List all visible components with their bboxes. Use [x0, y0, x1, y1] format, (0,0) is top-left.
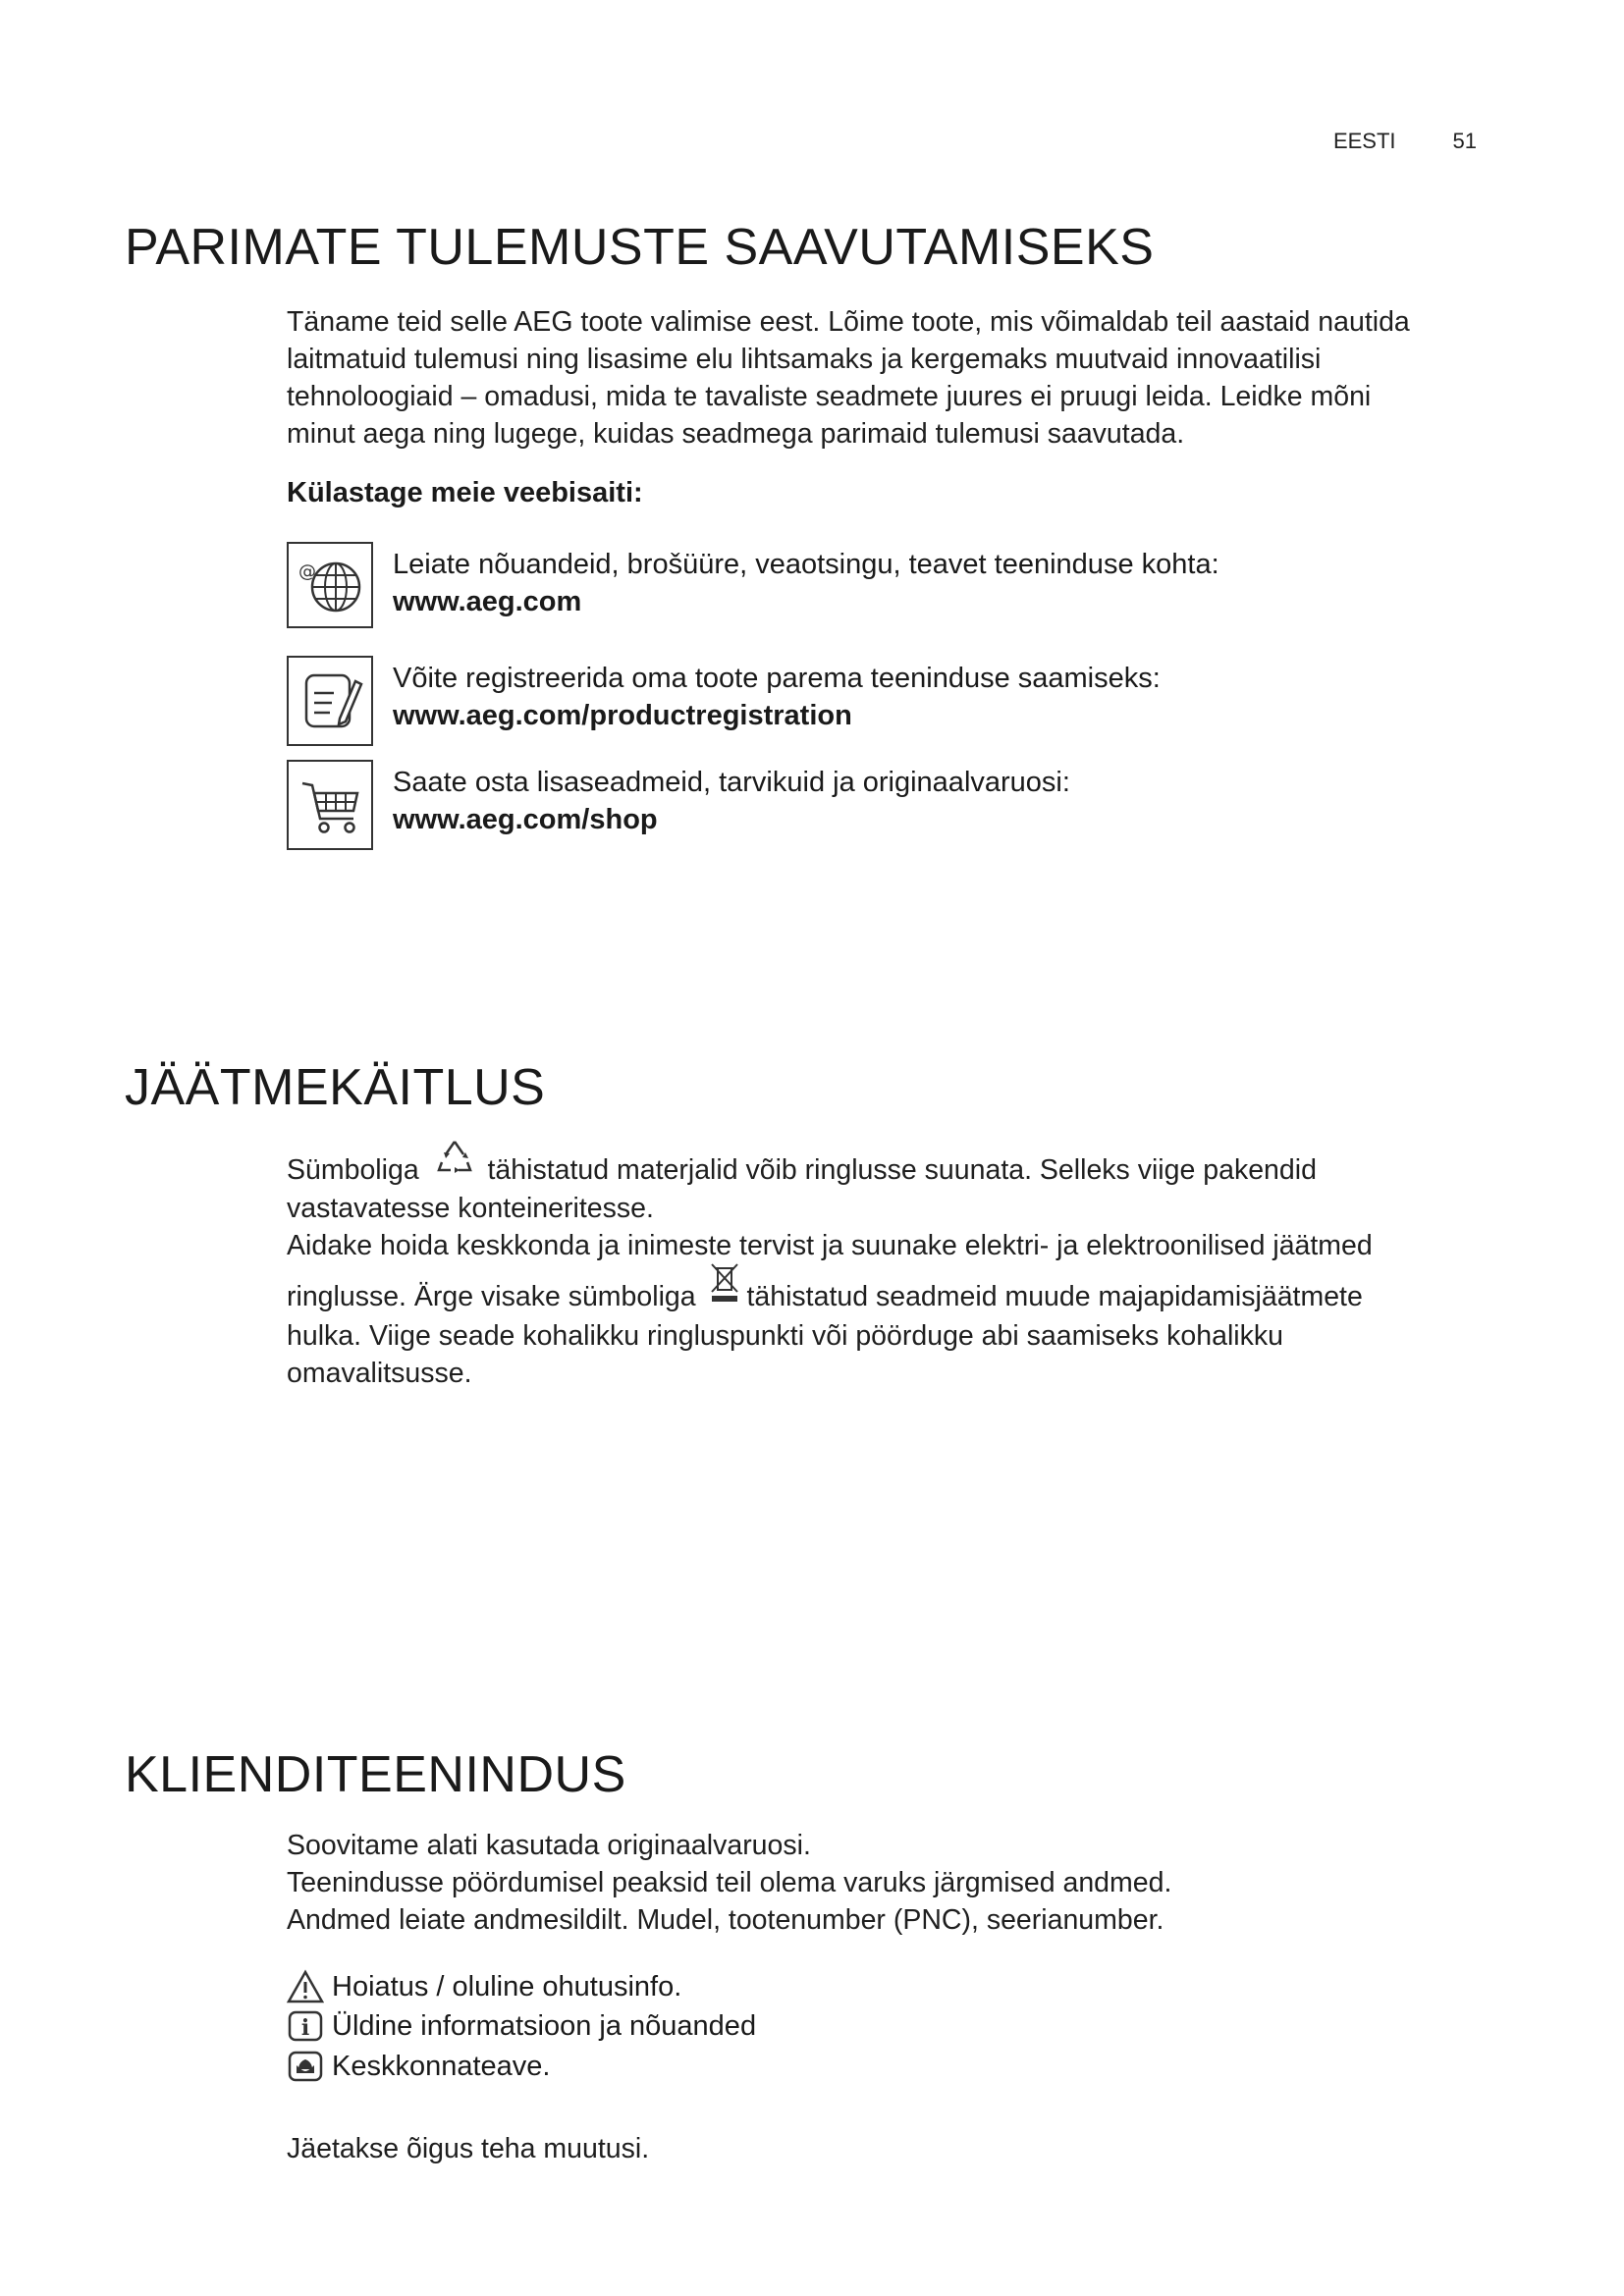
service-line: Andmed leiate andmesildilt. Mudel, tootenumber (PNC), seerianumber.	[287, 1904, 1164, 1936]
link-text-block	[393, 656, 1161, 734]
section-title-customer-service: KLIENDITEENINDUS	[125, 1746, 626, 1803]
disposal-text: hulka. Viige seade kohalikku ringluspunkti või pöörduge abi saamiseks kohalikku	[287, 1319, 1283, 1352]
intro-line: minut aega ning lugege, kuidas seadmega parimaid tulemusi saavutada.	[287, 418, 1185, 450]
disposal-text: omavalitsusse.	[287, 1357, 472, 1389]
registration-icon	[287, 656, 373, 746]
link-description: Leiate nõuandeid, brošüüre, veaotsingu, teavet teeninduse kohta:	[393, 549, 1219, 580]
service-line: Soovitame alati kasutada originaalvaruosi.	[287, 1830, 811, 1861]
intro-line: Täname teid selle AEG toote valimise eest. Lõime toote, mis võimaldab teil aastaid nautida	[287, 306, 1410, 338]
disposal-text: Sümboliga	[287, 1154, 419, 1186]
visit-website-label: Külastage meie veebisaiti:	[287, 477, 643, 508]
section-title-best-results: PARIMATE TULEMUSTE SAAVUTAMISEKS	[125, 219, 1155, 276]
section-language: EESTI	[1332, 129, 1396, 153]
link-row-shop	[287, 760, 1070, 850]
legend-info	[287, 2009, 756, 2043]
intro-paragraph	[287, 303, 1410, 453]
disposal-paragraph	[287, 1151, 1373, 1392]
shop-link[interactable]: www.aeg.com/shop	[393, 804, 658, 835]
info-icon	[287, 2009, 324, 2043]
disposal-text: Aidake hoida keskkonda ja inimeste tervist ja suunake elektri- ja elektroonilised jäätmed	[287, 1230, 1373, 1262]
page-number: 51	[1452, 129, 1477, 153]
website-link[interactable]: www.aeg.com	[393, 586, 582, 617]
link-text-block	[393, 760, 1070, 838]
legend-warning	[287, 1969, 681, 2004]
disposal-text: ringlusse. Ärge visake sümboliga	[287, 1281, 696, 1313]
svg-text:i: i	[300, 2015, 310, 2041]
disposal-text: tähistatud materjalid võib ringlusse suunata. Selleks viige pakendid	[487, 1154, 1317, 1186]
legend-text: Keskkonnateave.	[332, 2050, 551, 2082]
intro-line: laitmatuid tulemusi ning lisasime elu lihtsamaks ja kergemaks muutvaid innovaatilisi	[287, 344, 1322, 375]
legend-text: Üldine informatsioon ja nõuanded	[332, 2009, 757, 2042]
link-description: Saate osta lisaseadmeid, tarvikuid ja originaalvaruosi:	[393, 767, 1070, 798]
warning-icon	[287, 1969, 324, 2004]
page-header	[1333, 129, 1477, 154]
globe-icon	[287, 542, 373, 628]
disposal-text: vastavatesse konteineritesse.	[287, 1193, 654, 1225]
service-line: Teenindusse pöördumisel peaksid teil olema varuks järgmised andmed.	[287, 1867, 1172, 1898]
footer-note: Jäetakse õigus teha muutusi.	[287, 2133, 650, 2164]
link-row-registration	[287, 656, 1161, 746]
intro-line: tehnoloogiaid – omadusi, mida te tavaliste seadmete juures ei pruugi leida. Leidke mõni	[287, 381, 1372, 412]
link-text-block	[393, 542, 1219, 620]
shopping-cart-icon	[287, 760, 373, 850]
legend-environment	[287, 2050, 550, 2083]
recycle-icon	[427, 1152, 480, 1190]
legend-text: Hoiatus / oluline ohutusinfo.	[332, 1970, 682, 2002]
customer-service-paragraph	[287, 1827, 1171, 1939]
link-row-website	[287, 542, 1219, 628]
crossed-out-bin-icon	[704, 1280, 739, 1317]
product-registration-link[interactable]: www.aeg.com/productregistration	[393, 700, 852, 731]
section-title-disposal: JÄÄTMEKÄITLUS	[125, 1059, 546, 1116]
environment-icon	[287, 2050, 324, 2083]
link-description: Võite registreerida oma toote parema teeninduse saamiseks:	[393, 663, 1161, 694]
disposal-text: tähistatud seadmeid muude majapidamisjäätmete	[746, 1281, 1363, 1313]
svg-text:@: @	[298, 561, 316, 582]
